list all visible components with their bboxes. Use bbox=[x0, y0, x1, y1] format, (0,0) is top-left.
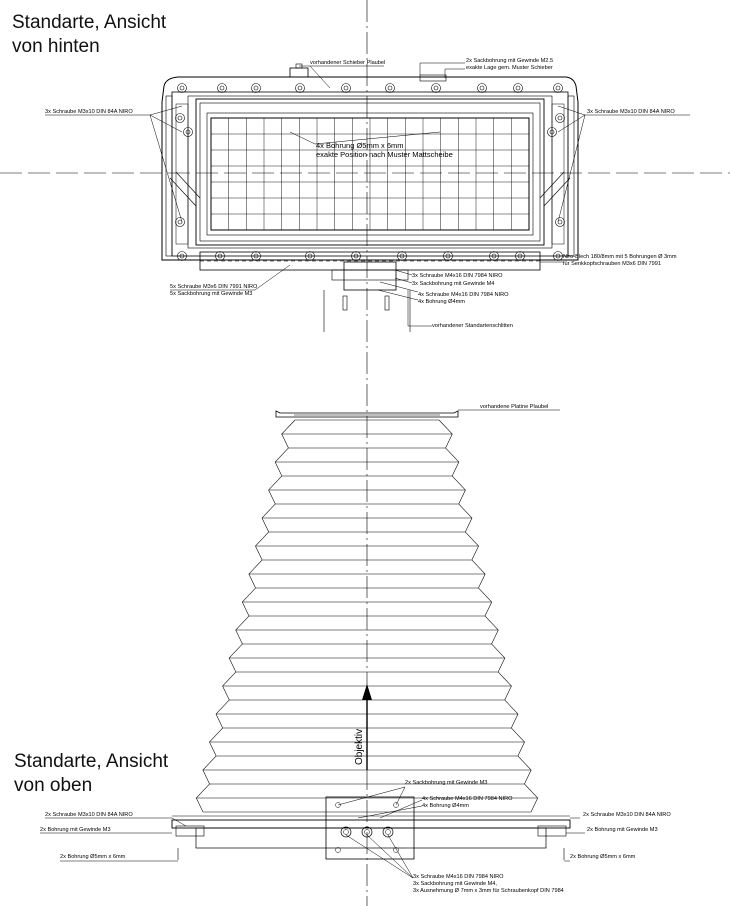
screw-hole-inner bbox=[180, 86, 184, 90]
screw-hole-inner bbox=[220, 86, 224, 90]
label-schieber: vorhandener Schieber Plaubel bbox=[310, 60, 386, 66]
screw-hole bbox=[386, 84, 395, 93]
rear-view-title-line2: von hinten bbox=[12, 36, 100, 57]
label-sackbohrung-m25: 2x Sackbohrung mit Gewinde M2.5 bbox=[466, 58, 554, 64]
screw-hole-inner bbox=[388, 86, 392, 90]
label-top-right-schraube: 2x Schraube M3x10 DIN 84A NIRO bbox=[583, 812, 671, 818]
label-objektiv: Objektiv bbox=[354, 728, 365, 765]
screw-hole bbox=[296, 84, 305, 93]
screw-hole-inner bbox=[434, 86, 438, 90]
label-schraube-left: 3x Schraube M3x10 DIN 84A NIRO bbox=[45, 109, 133, 115]
screw-hole-inner bbox=[254, 86, 258, 90]
label-top-right-bohrung-5mm: 2x Bohrung Ø5mm x 6mm bbox=[570, 854, 636, 860]
screw-hole bbox=[218, 84, 227, 93]
label-m4x16-4x: 4x Schraube M4x16 DIN 7984 NIRO bbox=[422, 796, 513, 802]
screw-hole-inner bbox=[516, 86, 520, 90]
label-bohrung-position: exakte Position nach Muster Mattscheibe bbox=[316, 150, 453, 159]
label-niro-blech-line2: für Senkkopfschrauben M3x6 DIN 7991 bbox=[563, 261, 661, 267]
label-platine: vorhandene Platine Plaubel bbox=[480, 404, 549, 410]
label-schraube-right: 3x Schraube M3x10 DIN 84A NIRO bbox=[587, 109, 675, 115]
label-bottom-line3: 3x Ausnehmung Ø 7mm x 3mm für Schraubenkopf DIN 7984 bbox=[413, 888, 564, 894]
screw-hole-inner bbox=[480, 86, 484, 90]
top-view-title-line2: von oben bbox=[14, 775, 93, 796]
screw-hole bbox=[176, 114, 185, 123]
focusing-screen-grid bbox=[211, 118, 529, 230]
slide-mount bbox=[344, 262, 396, 290]
top-view-title-line1: Standarte, Ansicht bbox=[14, 751, 169, 772]
label-bohrung-5mm: 4x Bohrung Ø5mm x 6mm bbox=[316, 141, 404, 150]
screw-hole-inner bbox=[558, 116, 562, 120]
screw-hole-inner bbox=[298, 86, 302, 90]
label-top-right-bohrung-m3: 2x Bohrung mit Gewinde M3 bbox=[587, 827, 658, 833]
label-m3x6-line2: 5x Sackbohrung mit Gewinde M3 bbox=[170, 291, 253, 297]
standard-rail bbox=[172, 820, 570, 828]
rear-leaders bbox=[45, 63, 690, 326]
label-top-left-bohrung-m3: 2x Bohrung mit Gewinde M3 bbox=[40, 827, 111, 833]
screw-hole bbox=[342, 84, 351, 93]
label-top-left-bohrung-5mm: 2x Bohrung Ø5mm x 6mm bbox=[60, 854, 126, 860]
label-m4x16-a: 3x Schraube M4x16 DIN 7984 NIRO bbox=[412, 273, 503, 279]
label-top-left-schraube: 2x Schraube M3x10 DIN 84A NIRO bbox=[45, 812, 133, 818]
label-m4x16-b: 4x Schraube M4x16 DIN 7984 NIRO bbox=[418, 292, 509, 298]
label-m4-sack: 3x Sackbohrung mit Gewinde M4 bbox=[412, 281, 495, 287]
screw-hole bbox=[252, 84, 261, 93]
label-m3x6: 5x Schraube M3x6 DIN 7991 NIRO bbox=[170, 284, 258, 290]
plaubel-slider bbox=[290, 68, 308, 77]
label-niro-blech: Niro-Blech 180/8mm mit 5 Bohrungen Ø 3mm bbox=[563, 254, 677, 260]
screw-hole bbox=[554, 84, 563, 93]
label-sack-m3: 2x Sackbohrung mit Gewinde M3 bbox=[405, 780, 488, 786]
label-bottom-line1: 3x Schraube M4x16 DIN 7984 NIRO bbox=[413, 874, 504, 880]
screw-hole-inner bbox=[556, 86, 560, 90]
rear-view-title-line1: Standarte, Ansicht bbox=[12, 12, 167, 33]
label-sackbohrung-m25-line2: exakte Lage gem. Muster Schieber bbox=[466, 65, 553, 71]
label-bottom-line2: 3x Sackbohrung mit Gewinde M4, bbox=[413, 881, 497, 887]
screw-hole bbox=[176, 218, 185, 227]
screw-hole bbox=[514, 84, 523, 93]
label-bohrung-4mm: 4x Bohrung Ø4mm bbox=[418, 299, 465, 305]
screw-hole-inner bbox=[344, 86, 348, 90]
screw-hole bbox=[432, 84, 441, 93]
screw-hole bbox=[556, 218, 565, 227]
screw-hole bbox=[178, 84, 187, 93]
screw-hole bbox=[478, 84, 487, 93]
screw-hole bbox=[556, 114, 565, 123]
label-schlitten: vorhandener Standartenschlitten bbox=[432, 323, 513, 329]
screw-hole-inner bbox=[178, 116, 182, 120]
top-view bbox=[172, 411, 570, 860]
label-bohr-4mm-4x: 4x Bohrung Ø4mm bbox=[422, 803, 469, 809]
